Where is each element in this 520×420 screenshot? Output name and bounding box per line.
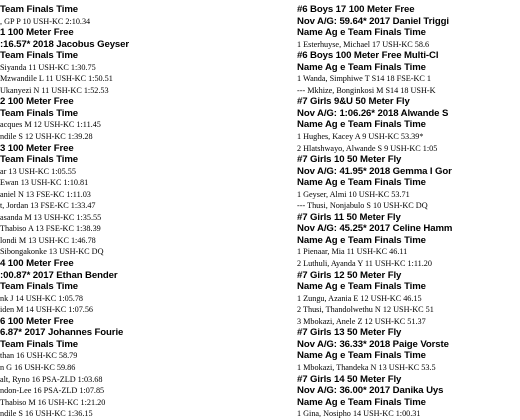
result-line: --- Thusi, Nonjabulo S 10 USH-KC DQ <box>297 201 428 211</box>
event-heading-line: #7 Girls 13 50 Meter Fly <box>297 327 402 339</box>
event-heading-line: Nov A/G: 1:06.26* 2018 Alwande S <box>297 107 449 119</box>
result-line: Mzwandile L 11 USH-KC 1:50.51 <box>0 74 113 84</box>
result-line: nk J 14 USH-KC 1:05.78 <box>0 293 84 303</box>
event-heading-line: Name Ag e Team Finals Time <box>297 61 426 73</box>
result-line: ndon-Lee 16 PSA-ZLD 1:07.85 <box>0 386 105 396</box>
result-line: ndile S 12 USH-KC 1:39.28 <box>0 132 93 142</box>
result-line: Ukanyezi N 11 USH-KC 1:52.53 <box>0 85 109 95</box>
event-heading-line: Nov A/G: 41.95* 2018 Gemma I Gor <box>297 165 452 177</box>
event-heading-line: Team Finals Time <box>0 338 79 350</box>
result-line: Siyanda 11 USH-KC 1:30.75 <box>0 62 96 72</box>
result-line: ar 13 USH-KC 1:05.55 <box>0 166 76 176</box>
result-line: asanda M 13 USH-KC 1:35.55 <box>0 212 102 222</box>
result-line: 1 Mbokazi, Thandeka N 13 USH-KC 53.5 <box>297 362 436 372</box>
event-heading-line: #7 Girls 12 50 Meter Fly <box>297 269 402 281</box>
event-heading-line: Name Ag e Team Finals Time <box>297 177 426 189</box>
event-heading-line: 3 100 Meter Free <box>0 142 74 154</box>
result-line: Thabiso M 16 USH-KC 1:21.20 <box>0 397 106 407</box>
event-heading-line: Name Ag e Team Finals Time <box>297 281 426 293</box>
event-heading-line: 1 100 Meter Free <box>0 27 74 39</box>
event-heading-line: :16.57* 2018 Jacobus Geyser <box>0 38 130 50</box>
event-heading-line: 4 100 Meter Free <box>0 258 74 270</box>
results-column-right <box>297 4 520 420</box>
event-heading-line: #6 Boys 17 100 Meter Free <box>297 4 415 15</box>
result-line: 1 Wanda, Simphiwe T S14 18 FSE-KC 1 <box>297 74 431 84</box>
event-heading-line: Name Ag e Team Finals Time <box>297 350 426 362</box>
result-line: n G 16 USH-KC 59.86 <box>0 362 76 372</box>
event-heading-line: Nov A/G: 36.00* 2017 Danika Uys <box>297 385 444 397</box>
result-line: Ewan 13 USH-KC 1:10.81 <box>0 178 89 188</box>
event-heading-line: #7 Girls 10 50 Meter Fly <box>297 154 402 166</box>
result-line: 2 Luthuli, Ayanda Y 11 USH-KC 1:11.20 <box>297 259 432 269</box>
result-line: Thabiso A 13 FSE-KC 1:38.39 <box>0 224 101 234</box>
result-line: , GP P 10 USH-KC 2:10.34 <box>0 16 91 26</box>
result-line: 3 Mbokazi, Anele Z 12 USH-KC 51.37 <box>297 316 426 326</box>
event-heading-line: Nov A/G: 59.64* 2017 Daniel Triggi <box>297 15 449 27</box>
result-line: than 16 USH-KC 58.79 <box>0 351 78 361</box>
result-line: 1 Gina, Nosipho 14 USH-KC 1:00.31 <box>297 409 421 419</box>
event-heading-line: Team Finals Time <box>0 50 79 62</box>
result-line: aniel N 13 FSE-KC 1:11.03 <box>0 189 91 199</box>
event-heading-line: Name Ag e Team Finals Time <box>297 119 426 131</box>
event-heading-line: #7 Girls 14 50 Meter Fly <box>297 373 402 385</box>
event-heading-line: #6 Boys 100 Meter Free Multi-Cl <box>297 50 439 62</box>
result-line: 1 Zungu, Azania E 12 USH-KC 46.15 <box>297 293 422 303</box>
event-heading-line: Nov A/G: 36.33* 2018 Paige Vorste <box>297 338 449 350</box>
event-heading-line: :00.87* 2017 Ethan Bender <box>0 269 118 281</box>
event-heading-line: Name Ag e Team Finals Time <box>297 396 426 408</box>
result-line: alt, Ryno 16 PSA-ZLD 1:03.68 <box>0 374 103 384</box>
event-heading-line: 2 100 Meter Free <box>0 96 74 108</box>
event-heading-line: Name Ag e Team Finals Time <box>297 234 426 246</box>
result-line: --- Mkhize, Bonginkosi M S14 18 USH-K <box>297 85 436 95</box>
event-heading-line: Nov A/G: 45.25* 2017 Celine Hamm <box>297 223 453 235</box>
event-heading-line: Team Finals Time <box>0 4 79 15</box>
event-heading-line: Team Finals Time <box>0 281 79 293</box>
result-line: 1 Esterhuyse, Michael 17 USH-KC 58.6 <box>297 39 430 49</box>
result-line: iden M 14 USH-KC 1:07.56 <box>0 305 94 315</box>
result-line: 1 Geyser, Almi 10 USH-KC 53.71 <box>297 189 410 199</box>
event-heading-line: Team Finals Time <box>0 107 79 119</box>
result-line: 1 Hughes, Kacey A 9 USH-KC 53.39* <box>297 132 424 142</box>
event-heading-line: #7 Girls 11 50 Meter Fly <box>297 211 401 223</box>
event-heading-line: 6 100 Meter Free <box>0 315 74 327</box>
result-line: acques M 12 USH-KC 1:11.45 <box>0 120 101 130</box>
event-heading-line: #7 Girls 9&U 50 Meter Fly <box>297 96 410 108</box>
result-line: londi M 13 USH-KC 1:46.78 <box>0 235 96 245</box>
result-line: t, Jordan 13 FSE-KC 1:33.47 <box>0 201 96 211</box>
result-line: 2 Hlatshwayo, Alwande S 9 USH-KC 1:05 <box>297 143 438 153</box>
result-line: Sibongakonke 13 USH-KC DQ <box>0 247 104 257</box>
result-line: 2 Thusi, Thandolwethu N 12 USH-KC 51 <box>297 305 434 315</box>
results-column-left <box>0 4 226 420</box>
event-heading-line: Team Finals Time <box>0 154 79 166</box>
result-line: 1 Pienaar, Mia 11 USH-KC 46.11 <box>297 247 408 257</box>
event-heading-line: 6.87* 2017 Johannes Fourie <box>0 327 124 339</box>
event-heading-line: Name Ag e Team Finals Time <box>297 27 426 39</box>
result-line: ndile S 16 USH-KC 1:36.15 <box>0 409 93 419</box>
